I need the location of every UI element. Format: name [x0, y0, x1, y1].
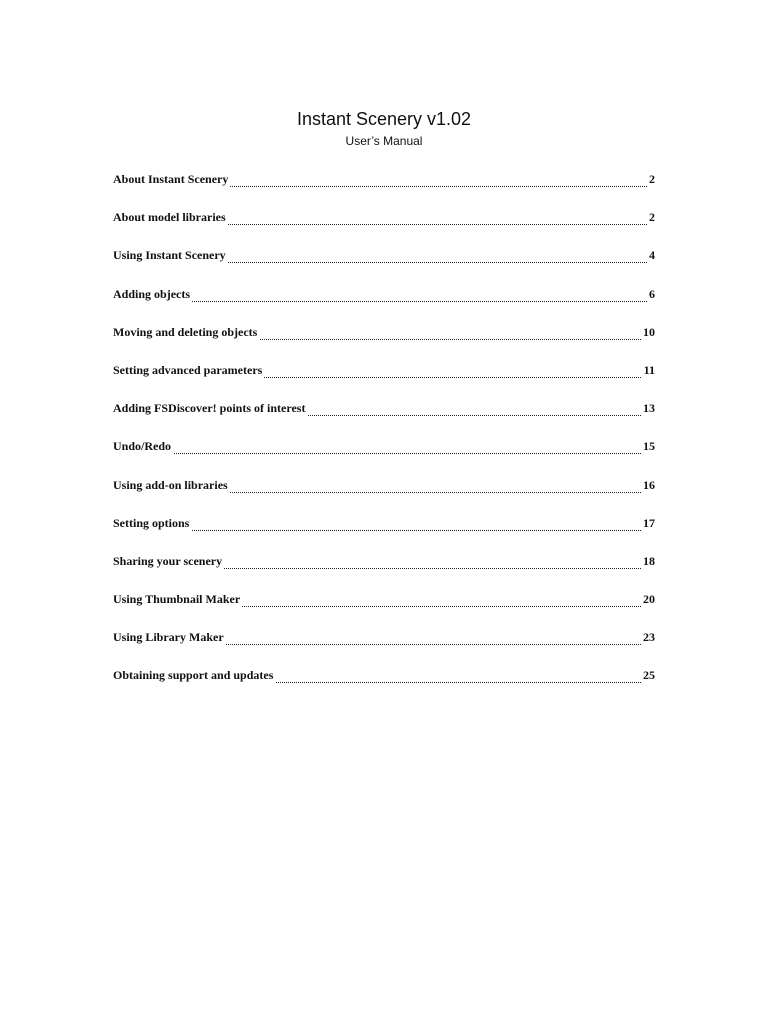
toc-link-obtaining-support-and-updates[interactable] [113, 666, 655, 684]
toc-entry-title: Adding FSDiscover! points of interest [113, 401, 306, 416]
toc-entry-page-number: 10 [643, 324, 655, 339]
toc-link-about-instant-scenery[interactable] [113, 170, 655, 188]
toc-entry-sharing-your-scenery [113, 552, 655, 590]
toc-entry-title: Using add-on libraries [113, 477, 228, 492]
toc-entry-title: Obtaining support and updates [113, 668, 274, 683]
toc-entry-page-number: 17 [643, 515, 655, 530]
toc-entry-title: Using Library Maker [113, 630, 224, 645]
toc-entry-using-add-on-libraries [113, 476, 655, 514]
toc-entry-title: Setting advanced parameters [113, 362, 263, 377]
toc-link-undo-redo[interactable] [113, 437, 655, 455]
toc-entry-using-thumbnail-maker [113, 590, 655, 628]
toc-entry-page-number: 16 [643, 477, 655, 492]
toc-entry-moving-and-deleting-objects [113, 323, 655, 361]
toc-entry-obtaining-support-and-updates [113, 666, 655, 704]
toc-entry-title: Undo/Redo [113, 439, 172, 454]
toc-link-using-library-maker[interactable] [113, 628, 655, 646]
toc-entry-title: Using Instant Scenery [113, 248, 226, 263]
toc-link-using-thumbnail-maker[interactable] [113, 590, 655, 608]
toc-entry-title: Adding objects [113, 286, 191, 301]
toc-entry-page-number: 2 [649, 172, 655, 186]
toc-link-using-instant-scenery[interactable] [113, 246, 655, 264]
toc-entry-setting-options [113, 514, 655, 552]
toc-entry-about-model-libraries [113, 208, 655, 246]
toc-entry-about-instant-scenery [113, 170, 655, 208]
toc-link-sharing-your-scenery[interactable] [113, 552, 655, 570]
toc-entry-title: Setting options [113, 515, 190, 530]
toc-link-using-add-on-libraries[interactable] [113, 476, 655, 494]
toc-entry-undo-redo [113, 437, 655, 475]
toc-entry-page-number: 4 [649, 248, 655, 263]
toc-entry-page-number: 23 [643, 630, 655, 645]
toc-entry-page-number: 2 [649, 210, 655, 225]
toc-entry-setting-advanced-parameters [113, 361, 655, 399]
document-subtitle: User’s Manual [345, 134, 423, 148]
toc-link-about-model-libraries[interactable] [113, 208, 655, 226]
toc-link-setting-options[interactable] [113, 514, 655, 532]
toc-entry-page-number: 20 [643, 592, 655, 607]
toc-entry-page-number: 18 [643, 553, 655, 568]
toc-entry-page-number: 11 [643, 362, 655, 377]
toc-link-adding-objects[interactable] [113, 285, 655, 303]
toc-entry-title: Moving and deleting objects [113, 324, 258, 339]
toc-link-moving-and-deleting-objects[interactable] [113, 323, 655, 341]
toc-entry-title: About model libraries [113, 210, 226, 225]
document-title: Instant Scenery v1.02 [296, 109, 472, 129]
toc-entry-page-number: 13 [643, 401, 655, 416]
toc-entry-title: Using Thumbnail Maker [113, 592, 241, 607]
toc-entry-using-library-maker [113, 628, 655, 666]
toc-entry-using-instant-scenery [113, 246, 655, 284]
toc-link-adding-fsdiscover-points[interactable] [113, 399, 655, 417]
toc-entry-page-number: 15 [643, 439, 655, 454]
toc-link-setting-advanced-parameters[interactable] [113, 361, 655, 379]
toc-entry-adding-objects [113, 285, 655, 323]
toc-entry-title: About Instant Scenery [113, 172, 229, 186]
table-of-contents [113, 170, 655, 705]
toc-entry-adding-fsdiscover-points [113, 399, 655, 437]
toc-entry-page-number: 6 [649, 286, 655, 301]
toc-entry-title: Sharing your scenery [113, 553, 223, 568]
toc-entry-page-number: 25 [643, 668, 655, 683]
